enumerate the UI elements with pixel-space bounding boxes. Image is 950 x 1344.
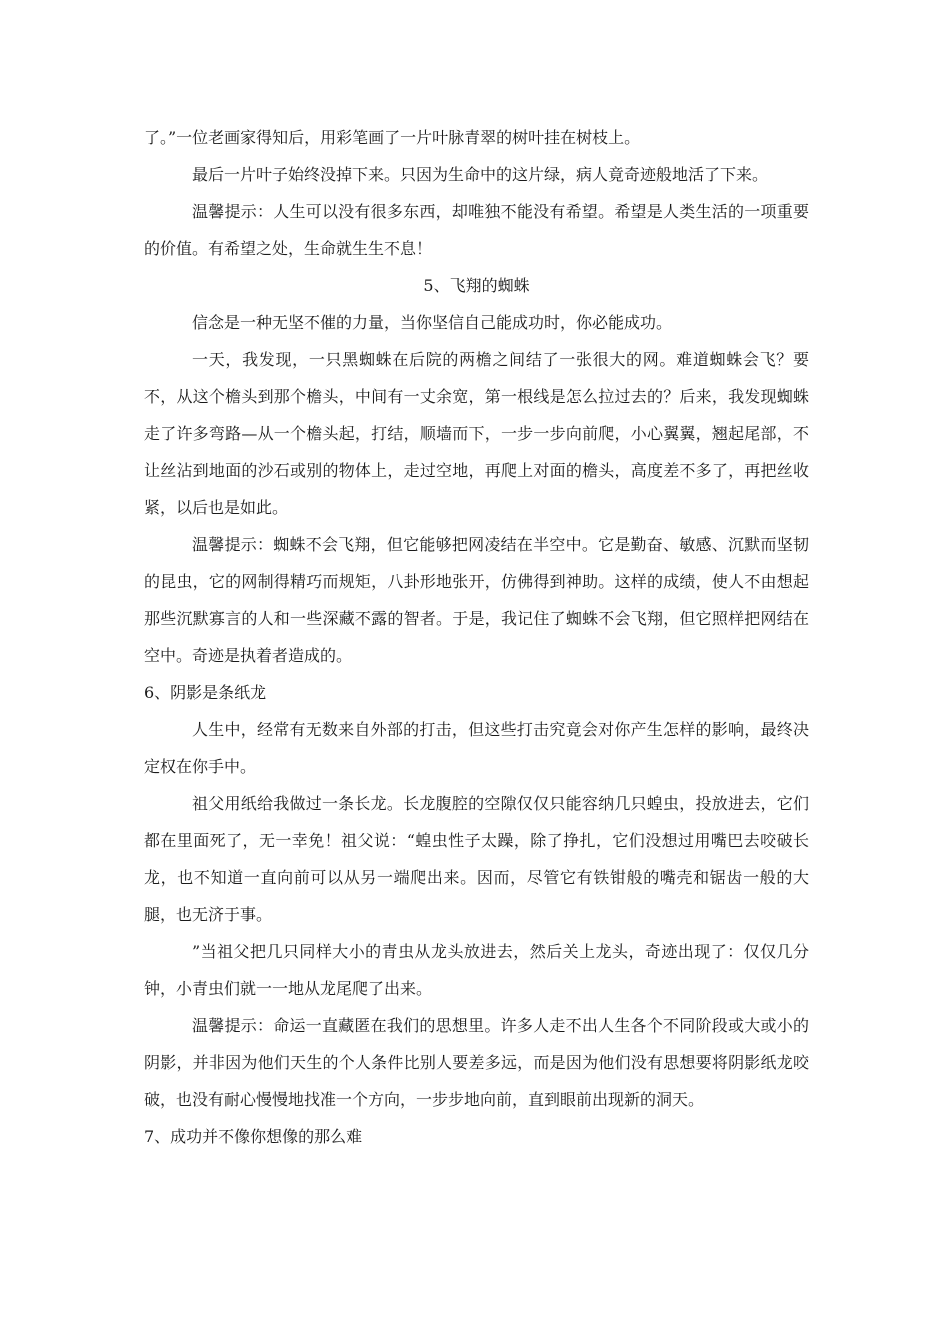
section-heading-6: 6、阴影是条纸龙: [144, 683, 267, 702]
section-heading-7: 7、成功并不像你想像的那么难: [144, 1127, 363, 1146]
paragraph-last-leaf: 最后一片叶子始终没掉下来。只因为生命中的这片绿，病人竟奇迹般地活了下来。: [192, 165, 769, 184]
paragraph-tip-hope: 温馨提示：人生可以没有很多东西，却唯独不能没有希望。希望是人类生活的一项重要的价值。有希望之处，生命就生生不息！: [144, 202, 809, 258]
paragraph-paper-dragon: 祖父用纸给我做过一条长龙。长龙腹腔的空隙仅仅只能容纳几只蝗虫，投放进去，它们都在里面死了，无一幸免！祖父说：“蝗虫性子太躁，除了挣扎，它们没想过用嘴巴去咬破长龙，也不知道一直向前可以从另一端爬出来。因而，尽管它有铁钳般的嘴壳和锯齿一般的大腿，也无济于事。: [144, 794, 809, 924]
paragraph-spider-story: 一天，我发现，一只黑蜘蛛在后院的两檐之间结了一张很大的网。难道蜘蛛会飞？要不，从这个檐头到那个檐头，中间有一丈余宽，第一根线是怎么拉过去的？后来，我发现蜘蛛走了许多弯路—从一个檐头起，打结，顺墙而下，一步一步向前爬，小心翼翼，翘起尾部，不让丝沾到地面的沙石或别的物体上，走过空地，再爬上对面的檐头，高度差不多了，再把丝收紧，以后也是如此。: [144, 350, 809, 517]
paragraph-life-blows: 人生中，经常有无数来自外部的打击，但这些打击究竟会对你产生怎样的影响，最终决定权在你手中。: [144, 720, 809, 776]
section-heading-5: 5、飞翔的蜘蛛: [423, 276, 530, 295]
paragraph-green-worms: ”当祖父把几只同样大小的青虫从龙头放进去，然后关上龙头，奇迹出现了：仅仅几分钟，小青虫们就一一地从龙尾爬了出来。: [144, 942, 809, 998]
paragraph-tip-fate: 温馨提示：命运一直藏匿在我们的思想里。许多人走不出人生各个不同阶段或大或小的阴影，并非因为他们天生的个人条件比别人要差多远，而是因为他们没有思想要将阴影纸龙咬破，也没有耐心慢慢地找准一个方向，一步步地向前，直到眼前出现新的洞天。: [144, 1016, 809, 1109]
paragraph-continuation: 了。”一位老画家得知后，用彩笔画了一片叶脉青翠的树叶挂在树枝上。: [144, 128, 641, 147]
paragraph-tip-spider: 温馨提示：蜘蛛不会飞翔，但它能够把网凌结在半空中。它是勤奋、敏感、沉默而坚韧的昆虫，它的网制得精巧而规矩，八卦形地张开，仿佛得到神助。这样的成绩，使人不由想起那些沉默寡言的人和一些深藏不露的智者。于是，我记住了蜘蛛不会飞翔，但它照样把网结在空中。奇迹是执着者造成的。: [144, 535, 809, 665]
paragraph-belief: 信念是一种无坚不催的力量，当你坚信自己能成功时，你必能成功。: [192, 313, 673, 332]
